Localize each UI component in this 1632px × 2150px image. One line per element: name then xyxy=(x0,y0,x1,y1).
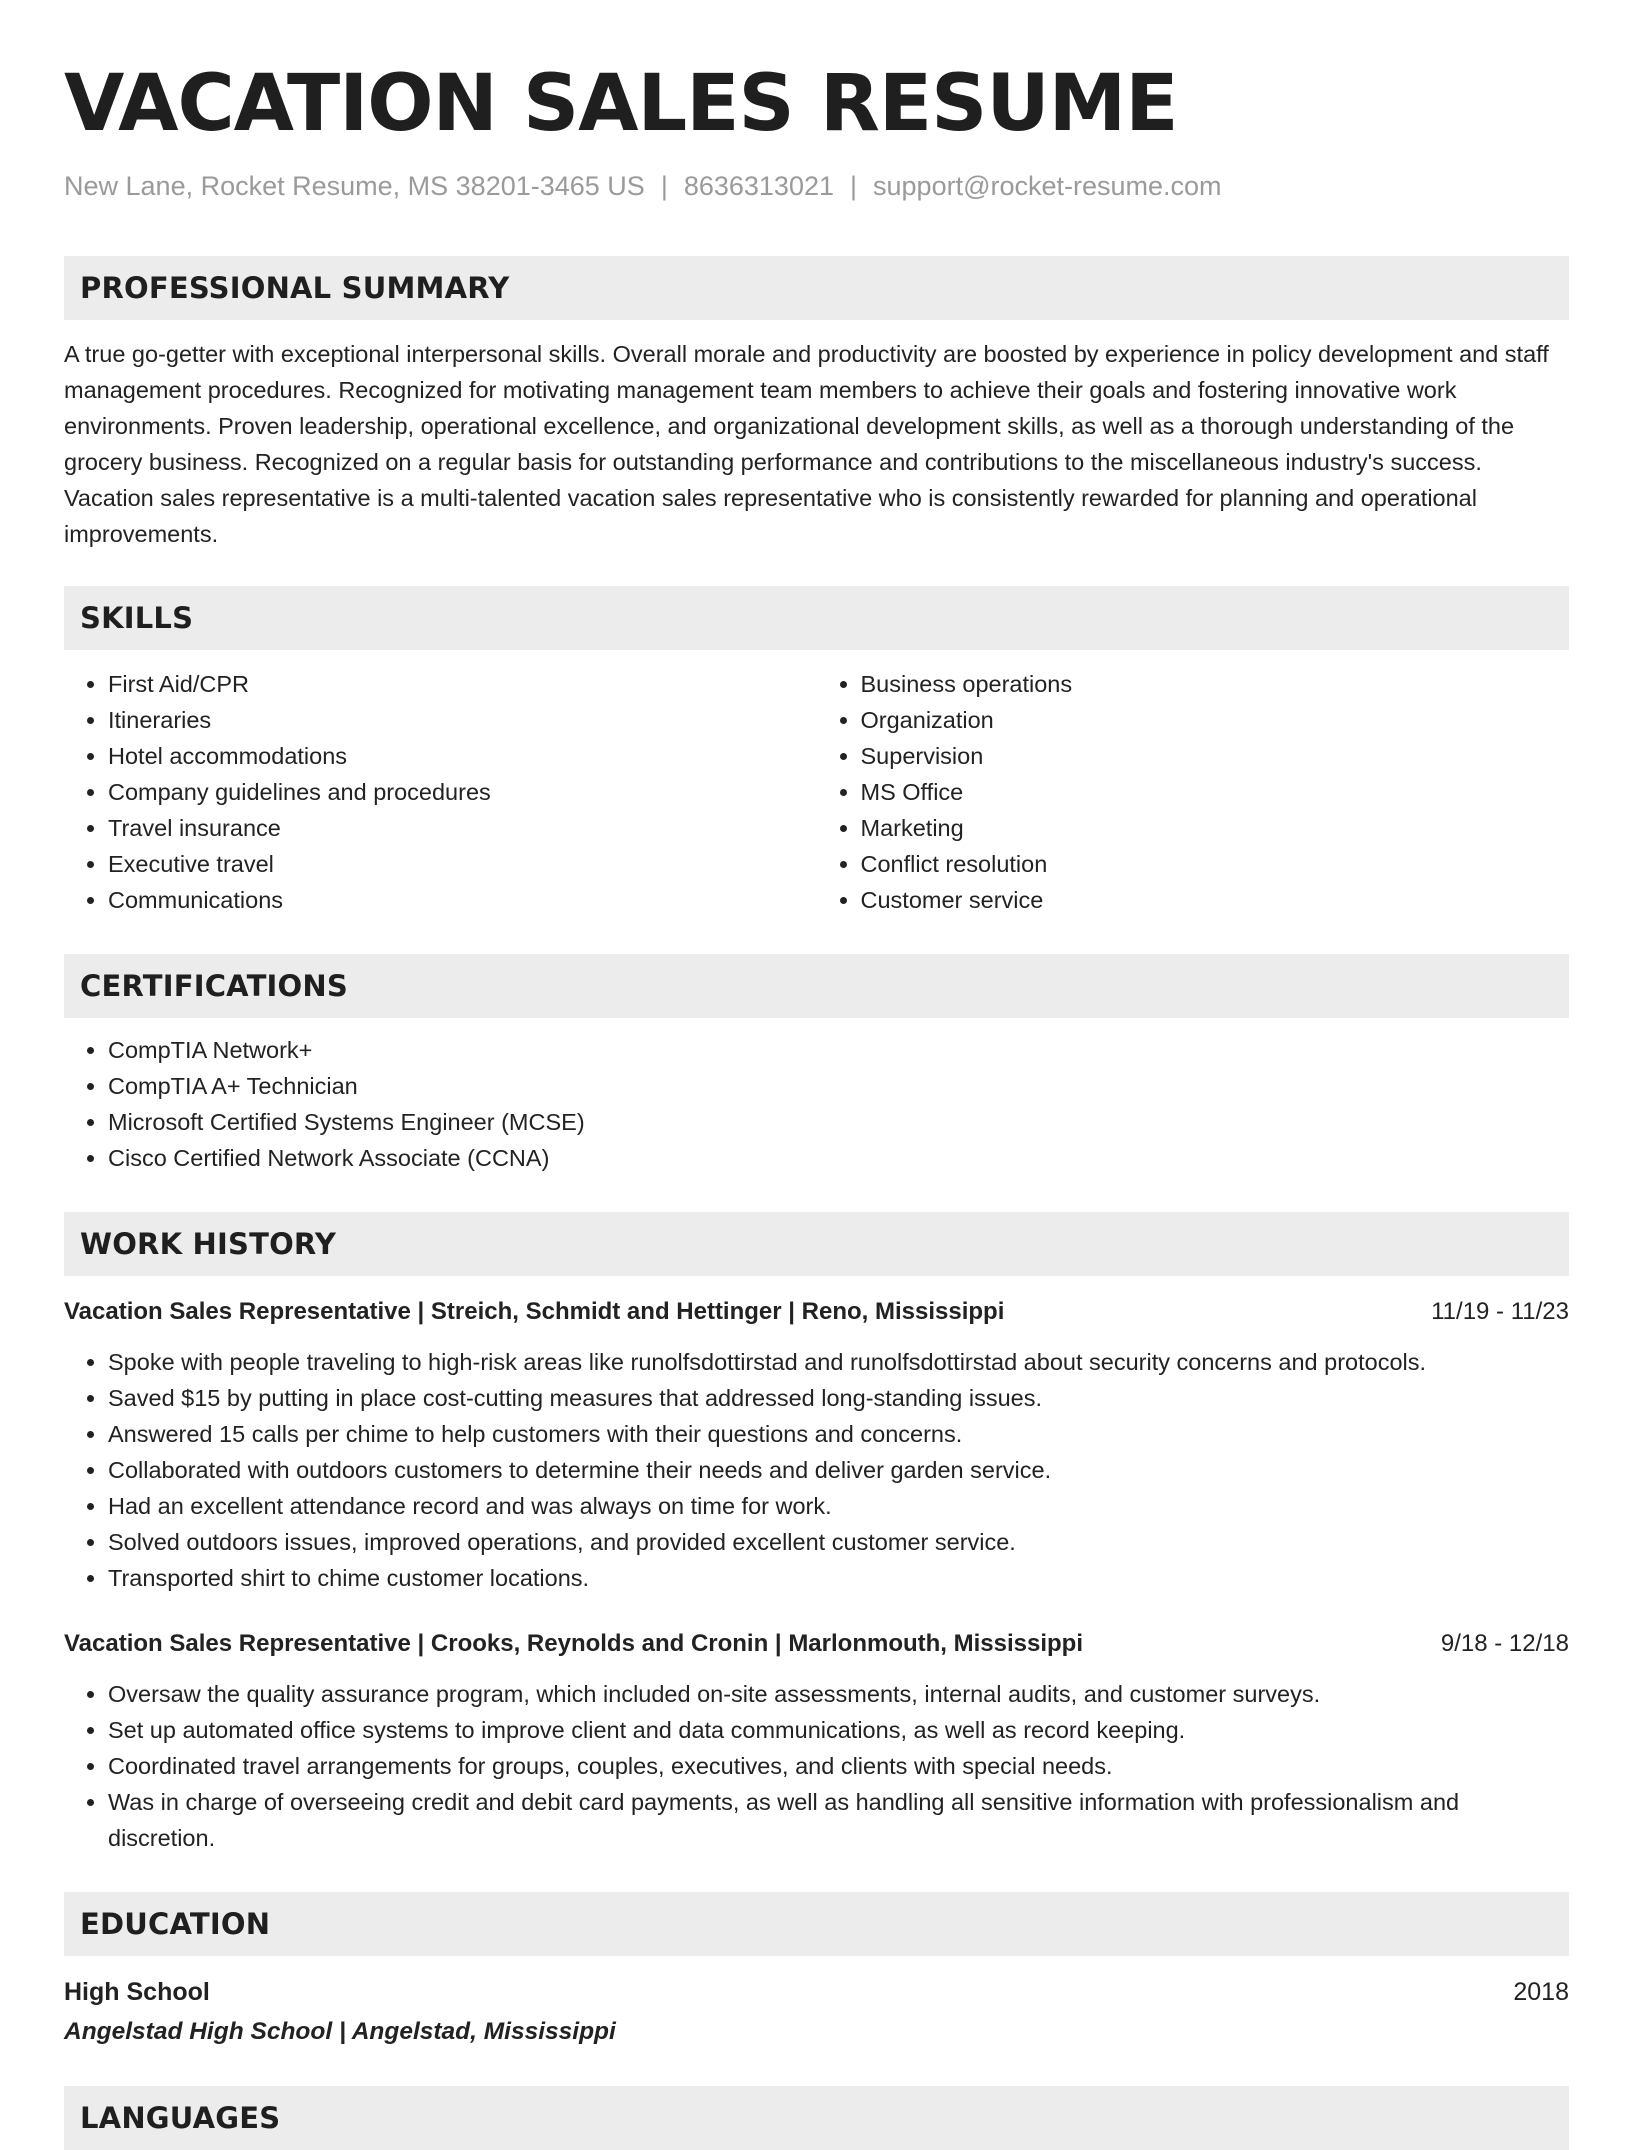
job-heading xyxy=(64,1294,1569,1330)
list-item: • Solved outdoors issues, improved operations, and provided excellent customer service. xyxy=(108,1524,1569,1560)
section-header-skills xyxy=(64,586,1569,650)
contact-separator: | xyxy=(660,171,668,201)
list-item: • CompTIA Network+ xyxy=(108,1032,1569,1068)
certifications-list xyxy=(64,1032,1569,1176)
job-title-line: Vacation Sales Representative | Crooks, Reynolds and Cronin | Marlonmouth, Mississippi xyxy=(64,1630,1084,1657)
section-header-education xyxy=(64,1892,1569,1956)
resume-title: VACATION SALES RESUME xyxy=(64,59,1178,149)
list-item: • Collaborated with outdoors customers to determine their needs and deliver garden service. xyxy=(108,1452,1569,1488)
job-bullets xyxy=(64,1676,1569,1856)
contact-separator: | xyxy=(850,171,858,201)
list-item: • Transported shirt to chime customer locations. xyxy=(108,1560,1569,1596)
list-item: • Supervision xyxy=(861,738,1570,774)
list-item: • Spoke with people traveling to high-risk areas like runolfsdottirstad and runolfsdottirstad about security concerns and protocols. xyxy=(108,1344,1569,1380)
education-degree: High School xyxy=(64,1978,210,2006)
education-year: 2018 xyxy=(1513,1978,1569,2006)
job-title-line: Vacation Sales Representative | Streich, Schmidt and Hettinger | Reno, Mississippi xyxy=(64,1298,1005,1325)
list-item: • Travel insurance xyxy=(108,810,817,846)
contact-line xyxy=(64,168,1569,204)
list-item: • Cisco Certified Network Associate (CCNA) xyxy=(108,1140,1569,1176)
section-title: PROFESSIONAL SUMMARY xyxy=(80,271,510,305)
list-item: • Organization xyxy=(861,702,1570,738)
section-title: LANGUAGES xyxy=(80,2101,281,2135)
section-header-certifications xyxy=(64,954,1569,1018)
list-item: • Customer service xyxy=(861,882,1570,918)
list-item: • Saved $15 by putting in place cost-cutting measures that addressed long-standing issues. xyxy=(108,1380,1569,1416)
list-item: • Oversaw the quality assurance program, which included on-site assessments, internal audits, and customer surveys. xyxy=(108,1676,1569,1712)
job-dates: 9/18 - 12/18 xyxy=(1440,1630,1569,1657)
job-dates: 11/19 - 11/23 xyxy=(1431,1298,1569,1325)
list-item: • CompTIA A+ Technician xyxy=(108,1068,1569,1104)
list-item: • Business operations xyxy=(861,666,1570,702)
skills-left-list xyxy=(64,666,817,918)
section-title: CERTIFICATIONS xyxy=(80,969,348,1003)
summary-text: A true go-getter with exceptional interpersonal skills. Overall morale and productivity are boosted by experience in policy development and staff management procedures. Recognized for motivating management team members to achieve their goals and fostering innovative work environments. Proven leadership, operational excellence, and organizational development skills, as well as a thorough understanding of the grocery business. Recognized on a regular basis for outstanding performance and contributions to the miscellaneous industry's success. Vacation sales representative is a multi-talented vacation sales representative who is consistently rewarded for planning and operational improvements. xyxy=(64,341,1549,547)
list-item: • MS Office xyxy=(861,774,1570,810)
education-heading xyxy=(64,1974,1569,2010)
list-item: • Had an excellent attendance record and was always on time for work. xyxy=(108,1488,1569,1524)
skills-columns xyxy=(64,666,1569,918)
contact-address: New Lane, Rocket Resume, MS 38201-3465 US xyxy=(64,171,645,201)
job-heading xyxy=(64,1626,1569,1662)
list-item: • Hotel accommodations xyxy=(108,738,817,774)
list-item: • Microsoft Certified Systems Engineer (MCSE) xyxy=(108,1104,1569,1140)
section-header-summary xyxy=(64,256,1569,320)
list-item: • Marketing xyxy=(861,810,1570,846)
list-item: • Set up automated office systems to improve client and data communications, as well as record keeping. xyxy=(108,1712,1569,1748)
contact-phone: 8636313021 xyxy=(683,171,834,201)
list-item: • Executive travel xyxy=(108,846,817,882)
list-item: • First Aid/CPR xyxy=(108,666,817,702)
contact-email[interactable]: support@rocket-resume.com xyxy=(873,171,1222,201)
list-item: • Company guidelines and procedures xyxy=(108,774,817,810)
skills-right-list xyxy=(817,666,1570,918)
section-header-languages xyxy=(64,2086,1569,2150)
list-item: • Coordinated travel arrangements for groups, couples, executives, and clients with special needs. xyxy=(108,1748,1569,1784)
list-item: • Was in charge of overseeing credit and debit card payments, as well as handling all sensitive information with professionalism and discretion. xyxy=(108,1784,1569,1856)
list-item: • Communications xyxy=(108,882,817,918)
section-title: WORK HISTORY xyxy=(80,1227,337,1261)
job-bullets xyxy=(64,1344,1569,1596)
section-header-work-history xyxy=(64,1212,1569,1276)
section-title: EDUCATION xyxy=(80,1907,271,1941)
section-title: SKILLS xyxy=(80,601,194,635)
list-item: • Conflict resolution xyxy=(861,846,1570,882)
education-school: Angelstad High School | Angelstad, Mississippi xyxy=(64,2018,616,2045)
list-item: • Answered 15 calls per chime to help customers with their questions and concerns. xyxy=(108,1416,1569,1452)
list-item: • Itineraries xyxy=(108,702,817,738)
